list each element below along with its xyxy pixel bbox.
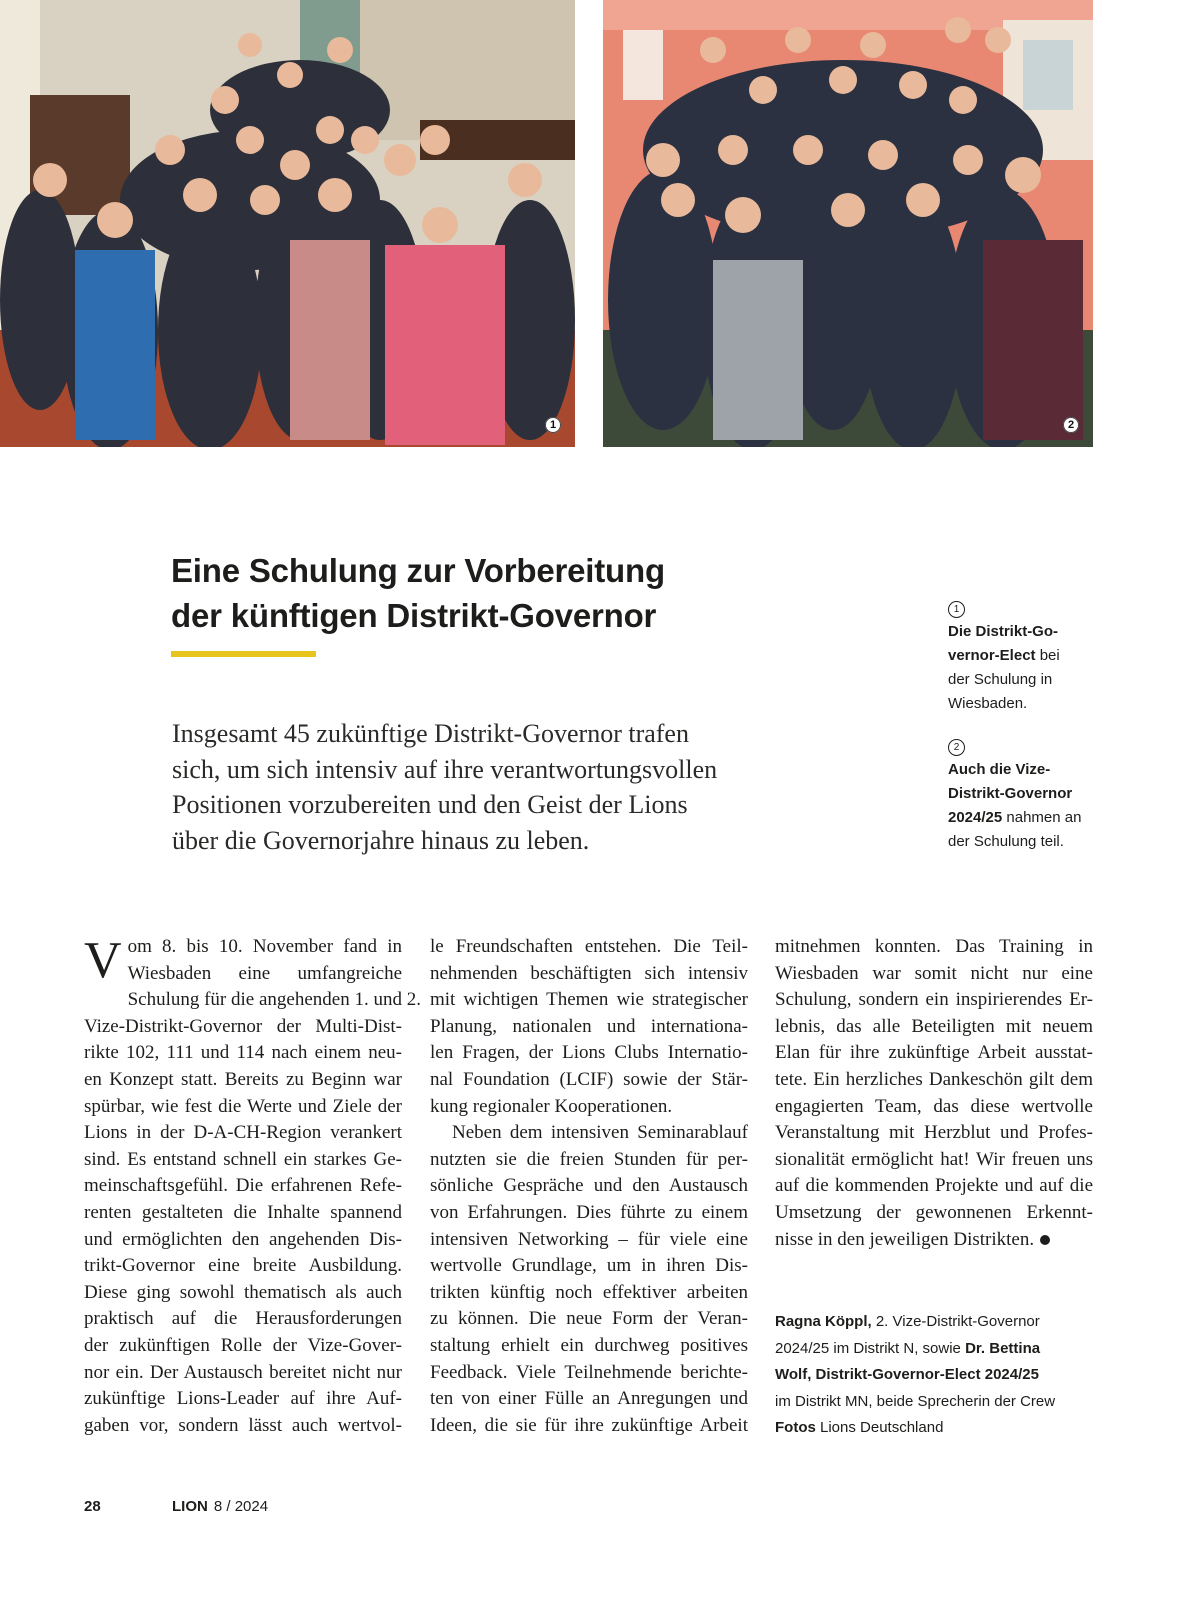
body-line: gaben vor, sondern lässt auch wertvol- [84, 1414, 402, 1436]
body-line: rikte 102, 111 und 114 nach einem neu- [84, 1042, 402, 1064]
body-line: Diese ging sowohl thematisch als auch [84, 1281, 402, 1303]
body-line: Wiesbaden war somit nicht nur eine [775, 962, 1093, 984]
body-line: praktisch auf die Herausforderungen [84, 1308, 402, 1330]
caption-text: der Schulung in [948, 671, 1053, 688]
magazine-name: LION [172, 1498, 208, 1515]
body-line: nal Foundation (LCIF) sowie der Stär- [430, 1068, 748, 1090]
body-line: mit wichtigen Themen wie strategischer [430, 989, 748, 1011]
photo-number-badge: 1 [545, 417, 561, 433]
body-line: zu können. Die neue Form der Veran- [430, 1308, 748, 1330]
caption-number: 2 [948, 739, 965, 756]
headline-line: Eine Schulung zur Vorbereitung [171, 552, 665, 589]
lead-line: über die Governorjahre hinaus zu leben. [172, 825, 590, 855]
article-headline [171, 548, 791, 638]
body-line: sionalität ermöglicht hat! Wir freuen uns [775, 1148, 1093, 1170]
group-photo-2-illustration [603, 0, 1093, 447]
caption-2 [948, 734, 1108, 854]
body-line: nutzten sie die freien Stunden für per- [430, 1148, 748, 1170]
page-footer [84, 1498, 269, 1515]
lead-line: sich, um sich intensiv auf ihre verantwortungsvollen [172, 754, 718, 784]
body-line: Planung, nationalen und internationa- [430, 1015, 748, 1037]
body-line: len Fragen, der Lions Clubs Internatio- [430, 1042, 748, 1064]
body-line: mitnehmen konnten. Das Training in [775, 936, 1093, 957]
body-line: trikten künftig noch effektiver arbeiten [430, 1281, 748, 1303]
body-line: Wiesbaden eine umfangreiche [127, 962, 402, 984]
body-line: sönliche Gespräche und den Austausch [430, 1175, 748, 1197]
body-line: meinschaftsgefühl. Die erfahrenen Refe- [84, 1175, 402, 1197]
body-line: und ermöglichten den angehenden Dis- [84, 1228, 402, 1250]
body-line: Lions in der D-A-CH-Region verankert [84, 1122, 402, 1144]
body-line: om 8. bis 10. November fand in [127, 936, 402, 957]
author-name: Wolf, Distrikt-Governor-Elect 2024/25 [775, 1366, 1039, 1383]
caption-bold: 2024/25 [948, 809, 1003, 826]
body-line: von Erfahrungen. Dies führte zu einem [430, 1201, 748, 1223]
body-line: tete. Ein herzliches Dankeschön gilt dem [775, 1068, 1093, 1090]
lead-line: Insgesamt 45 zukünftige Distrikt-Governor trafen [172, 719, 689, 748]
body-line: engagierten Team, das diese wertvolle [775, 1095, 1093, 1117]
body-column-2 [430, 934, 748, 1439]
caption-number: 1 [948, 601, 965, 618]
article-credits [775, 1309, 1105, 1442]
drop-cap: V [84, 932, 122, 989]
caption-1 [948, 596, 1108, 716]
author-name: Dr. Bettina [965, 1339, 1041, 1357]
lead-line: Positionen vorzubereiten und den Geist der Lions [172, 790, 688, 819]
photo-credit-value: Lions Deutschland [815, 1419, 944, 1436]
body-line: Schulung für die angehenden 1. und 2. [127, 989, 421, 1011]
body-line: Veranstaltung mit Herzblut und Profes- [775, 1122, 1093, 1144]
body-line: sind. Es entstand schnell ein starkes Ge- [84, 1148, 402, 1170]
body-line: spürbar, wie fest die Werte und Ziele der [84, 1095, 402, 1117]
magazine-name-block [172, 1498, 268, 1515]
body-line: zukünftige Lions-Leader auf ihre Auf- [84, 1388, 402, 1410]
body-line: Elan für ihre zukünftige Arbeit ausstat- [775, 1042, 1093, 1064]
photo-number-badge: 2 [1063, 417, 1079, 433]
caption-bold: Die Distrikt-Go- [948, 623, 1059, 640]
body-line: der zukünftigen Rolle der Vize-Gover- [84, 1334, 402, 1356]
author-name: Ragna Köppl, [775, 1313, 872, 1330]
body-line: renten gestalteten die Inhalte spannend [84, 1201, 402, 1223]
group-photo-1-illustration [0, 0, 575, 447]
body-line: Vize-Distrikt-Governor der Multi-Dist- [84, 1015, 402, 1037]
photo-captions [948, 596, 1108, 872]
body-line: intensiven Networking – für viele eine [430, 1228, 748, 1250]
body-line: wertvolle Grundlage, um in ihren Dis- [430, 1255, 748, 1277]
body-line: Feedback. Viele Teilnehmende berichte- [430, 1361, 748, 1383]
photo-vize-governor-group [603, 0, 1093, 447]
body-line: Umsetzung der gewonnenen Erkennt- [775, 1201, 1093, 1223]
body-line: nor ein. Der Austausch bereitet nicht nur [84, 1361, 402, 1383]
headline-accent-bar [171, 651, 316, 657]
body-line: nehmenden beschäftigten sich intensiv [430, 962, 748, 984]
body-line: kung regionaler Kooperationen. [430, 1095, 673, 1117]
body-line: Schulung, sondern ein inspirierendes Er- [775, 989, 1093, 1011]
body-line: nisse in den jeweiligen Distrikten. [775, 1228, 1035, 1250]
body-column-3 [775, 934, 1093, 1253]
caption-bold: Distrikt-Governor [948, 785, 1073, 802]
caption-text: Wiesbaden. [948, 695, 1028, 712]
body-line: Ideen, die sie für ihre zukünftige Arbeit [430, 1414, 748, 1436]
photo-credit-label: Fotos [775, 1419, 816, 1436]
body-line: ten von einer Fülle an Anregungen und [430, 1388, 748, 1410]
issue-number: 8 / 2024 [213, 1498, 269, 1515]
headline-line: der künftigen Distrikt-Governor [171, 597, 657, 634]
caption-bold: vernor-Elect [948, 647, 1036, 664]
author-role: 2. Vize-Distrikt-Governor [871, 1313, 1040, 1330]
photo-group-wiesbaden [0, 0, 575, 447]
body-line: le Freundschaften entstehen. Die Teil- [430, 936, 748, 957]
body-line: staltung erhielt ein durchweg positives [430, 1334, 748, 1356]
caption-text: nahmen an [1002, 809, 1082, 826]
author-role: 2024/25 im Distrikt N, sowie [775, 1339, 966, 1357]
author-role: im Distrikt MN, beide Sprecherin der Crew [775, 1392, 1056, 1410]
body-line: lebnis, das alle Beteiligten mit neuem [775, 1015, 1093, 1037]
page-number: 28 [84, 1498, 101, 1515]
body-line: Neben dem intensiven Seminarablauf [452, 1122, 748, 1144]
caption-text: der Schulung teil. [948, 833, 1064, 850]
body-line-final [775, 1227, 1093, 1254]
body-line: trikt-Governor eine breite Ausbildung. [84, 1255, 402, 1277]
caption-text: bei [1035, 647, 1060, 664]
article-lead [172, 716, 752, 858]
caption-bold: Auch die Vize- [948, 761, 1051, 778]
body-column-1 [84, 932, 421, 1439]
body-line: auf die kommenden Projekte und auf die [775, 1175, 1093, 1197]
lions-end-mark-icon [1040, 1235, 1050, 1245]
body-line: en Konzept statt. Bereits zu Beginn war [84, 1068, 402, 1090]
